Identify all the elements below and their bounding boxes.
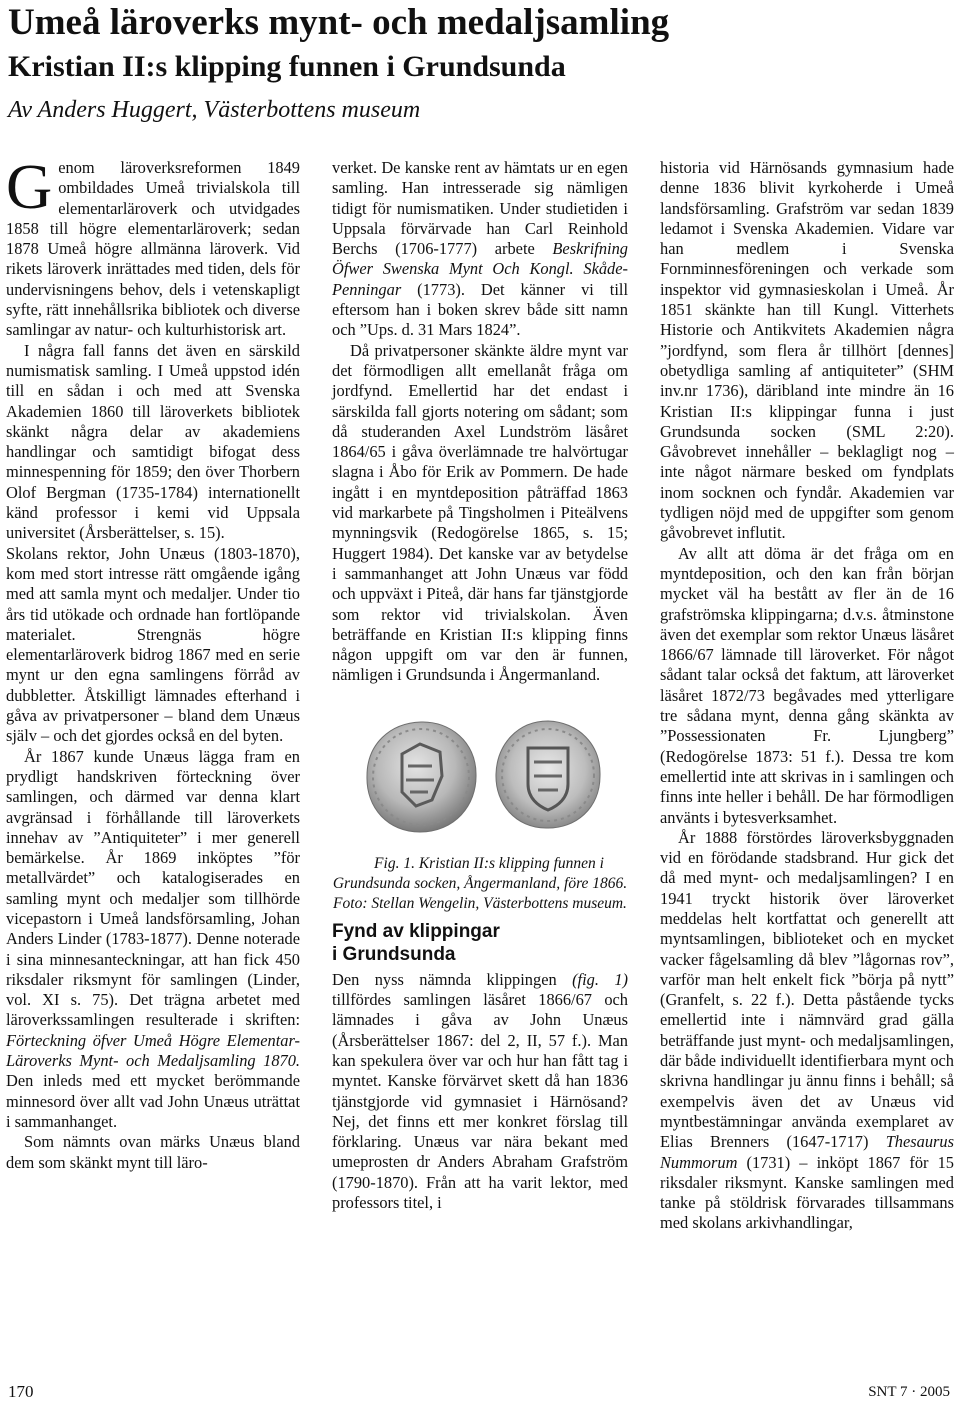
paragraph-text: (1731) – inköpt 1867 för 15 riksdaler riksmynt. Kanske samlingen med tanke på stöldrisk förvarades tillsammans med skolans arkivhandlingar,	[660, 1152, 954, 1233]
paragraph-text: tillfördes samlingen läsåret 1866/67 och lämnades i gåva av John Unæus (Årsberättelser 1867: del 2, II, 57 f.). Man kan spekulera över var och hur han fått tag i myntet. Kanske förvärvet skett då han 1836 tjänstgjorde vid gymnasiet i Härnösand? Nej, det finns ett mer konkret förslag till förklaring. Unæus var nära bekant med umeprosten dr Anders Abraham Grafström (1790-1870). Från att ha varit lektor, med professors titel, i	[332, 990, 628, 1212]
column-2	[332, 158, 628, 1213]
drop-cap: G	[6, 151, 53, 222]
paragraph-text: verket. De kanske rent av hämtats ur en egen samling. Han intresserade sig nämligen tidigt för numismatiken. Under studietiden i Uppsala förvärvade han Carl Reinhold Berchs (1706-1777) arbete	[332, 158, 628, 259]
article-subtitle: Kristian II:s klipping funnen i Grundsunda	[8, 50, 566, 83]
journal-footer: SNT 7 · 2005	[868, 1384, 950, 1400]
paragraph: I några fall fanns det även en särskild numismatisk samling. I Umeå uppstod idén till en sådan i och med att Svenska Akademien 1860 till läroverkets bibliotek skänkt några delar av akademiens handlingar och samtidigt bifogat dess minnespenning för 1859; den över Thorbern Olof Bergman (1735-1784) internationellt känd professor i kemi vid Uppsala universitet (Årsberättelser, s. 15).	[6, 340, 300, 543]
figure-coins	[332, 704, 628, 844]
paragraph: Då privatpersoner skänkte äldre mynt var det förmodligen allt emellanåt fråga om jordfynd. Emellertid har det endast i särskilda fall gjorts notering om sådant; som då studeranden Axel Lundström läsåret 1864/65 i gåva överlämnade tre halvörtugar slagna i Åbo för Erik av Pommern. De hade ingått i en myntdeposition påträffad 1863 vid markarbete på Tingsholmen i Piteälvens mynningsvik (Redogörelse 1865, s. 15; Huggert 1984). Det kanske var av betydelse i sammanhanget att John Unæus var född och uppväxt i Piteå, där hans far tjänstgjorde som rektor vid trivialskolan. Även beträffande en Kristian II:s klipping finns någon uppgift om var den är funnen, nämligen i Grundsunda i Ångermanland.	[332, 340, 628, 685]
paragraph: Av allt att döma är det fråga om en myntdeposition, och den kan från början mycket väl ha bestått av fler än de 16 grafströmska klippingarna; d.v.s. åtminstone även det exemplar som rektor Unæus läsåret 1866/67 lämnade till läroverket. För något sådant talar också det faktum, att läroverket läsåret 1872/73 begåvades med ytterligare tre sådana mynt, denna gång skänkta av ”Possessionaten Fr. Ljungberg” (Redogörelse 1873: 51 f.). Dessa tre kom emellertid inte att skrivas in i samlingen och finns inte heller i behåll. De har förmodligen använts i bytesverksamhet.	[660, 543, 954, 827]
paragraph	[6, 747, 300, 1133]
page-number: 170	[8, 1382, 34, 1401]
paragraph-text: Den nyss nämnda klippingen	[332, 969, 573, 989]
column-3	[660, 158, 954, 1234]
paragraph	[6, 151, 300, 341]
section-heading	[332, 920, 628, 966]
coin-obverse-image	[362, 718, 480, 836]
paragraph	[660, 828, 954, 1234]
column-1	[6, 151, 300, 1173]
section-heading-line: i Grundsunda	[332, 943, 456, 965]
paragraph	[332, 970, 628, 1214]
paragraph: Skolans rektor, John Unæus (1803-1870), kom med stort intresse rätt omgående igång med att samla mynt och medaljer. Under tio års tid utökade och ordnade han fortlöpande materialet. Strengnäs högre elementarläroverk bidrog 1867 med en serie mynt ur den egna samlingens förråd av dubbletter. Åtskilligt lämnades efterhand i gåva av privatpersoner – bland dem Unæus själv – och det gjordes också en del byten.	[6, 543, 300, 746]
paragraph-text: År 1888 förstördes läroverksbyggnaden vid en förödande stadsbrand. Hur gick det då med mynt- och medaljsamlingen? I en 1941 tryckt historik över läroverket meddelas helt kortfattat och generellt att myntsamlingen, biblioteket och en mycket vacker fågelsamling då blev ”lågornas rov”, varför man helt enkelt fick ”börja på nytt” (Granfelt, s. 22 f.). Detta påstående tycks emellertid inte i nämnvärd grad gälla beträffande just mynt- och medaljsamlingen, där både individuellt identifierbara mynt och skrivna handlingar ju ännu finns i behåll; så exempelvis även det av Unæus vid myntbestämningar använda exemplaret av Elias Brenners (1647-1717)	[660, 827, 954, 1152]
paragraph-text: enom läroverksreformen 1849 ombildades Umeå trivialskola till elementarläroverk och utvidgades 1858 till högre elementarläroverk; sedan 1878 Umeå högre allmänna läroverk. Vid rikets läroverk inrättades med tiden, dels för undervisningens behov, dels i vetenskapligt syfte, rätt innehållsrika bibliotek och diverse samlingar av natur- och kulturhistorisk art.	[6, 158, 300, 340]
figure-reference: (fig. 1)	[572, 969, 628, 989]
paragraph-text: Den inleds med ett mycket berömmande minnesord över allt vad John Unæus uträttat i sammanhanget.	[6, 1071, 300, 1131]
paragraph: Som nämnts ovan märks Unæus bland dem som skänkt mynt till läro-	[6, 1132, 300, 1172]
byline: Av Anders Huggert, Västerbottens museum	[8, 97, 421, 123]
article-title: Umeå läroverks mynt- och medaljsamling	[8, 2, 670, 43]
coin-reverse-image	[492, 718, 604, 832]
paragraph-text: (1773). Det känner vi till eftersom han i boken skrev både sitt namn och ”Ups. d. 31 Mars 1824”.	[332, 279, 628, 340]
paragraph-text: År 1867 kunde Unæus lägga fram en prydligt handskriven förteckning över samlingen, och därmed var denna klart avgränsad i förhållande till läroverkets innehav av ”Antiquiteter” i mer generell bemärkelse. År 1869 inköptes ”för metallvärdet” och katalogiserades en samling mynt och medaljer som tillhörde vicepastorn i Umeå landsförsamling, Johan Anders Linder (1783-1877). Denne noterade i sina minnesanteckningar, att han fick 450 riksdaler riksmynt för samlingen (Linder, vol. XI s. 75). Det trägna arbetet med läroverkssamlingen resulterade i skriften:	[6, 746, 300, 1030]
book-title: Förteckning öfver Umeå Högre Elementar-Läroverks Mynt- och Medaljsamling 1870.	[6, 1030, 300, 1071]
book-title: Thesaurus Nummorum	[660, 1132, 954, 1172]
section-heading-line: Fynd av klippingar	[332, 920, 500, 942]
figure-caption: Fig. 1. Kristian II:s klipping funnen i Grundsunda socken, Ångermanland, före 1866. Foto: Stellan Wengelin, Västerbottens museum.	[332, 854, 628, 912]
paragraph: historia vid Härnösands gymnasium hade denne 1836 blivit kyrkoherde i Umeå landsförsamling. Grafström var sedan 1839 ledamot i Svenska Akademien. Vidare var han medlem i Svenska Fornminnesföreningen och verkade som inspektor vid gymnasieskolan i Umeå. År 1851 skänkte han till Kungl. Vitterhets Historie och Antikvitets Akademien några ”jordfynd, som flera år tillhört [dennes] obetydliga samling af antiquiteter” (SHM inv.nr 1736), däribland inte mindre än 16 Kristian II:s klippingar funna i just Grundsunda socken (SML 2:20). Gåvobrevet innehåller – beklagligt nog – inte något närmare besked om fyndplats inom socknen och fyndår. Akademien var tydligen nöjd med de uppgifter som genom gåvobrevet influtit.	[660, 158, 954, 543]
paragraph	[332, 158, 628, 341]
book-title: Beskrifning Öfwer Swenska Mynt Och Kongl. Skåde-Penningar	[332, 239, 628, 299]
